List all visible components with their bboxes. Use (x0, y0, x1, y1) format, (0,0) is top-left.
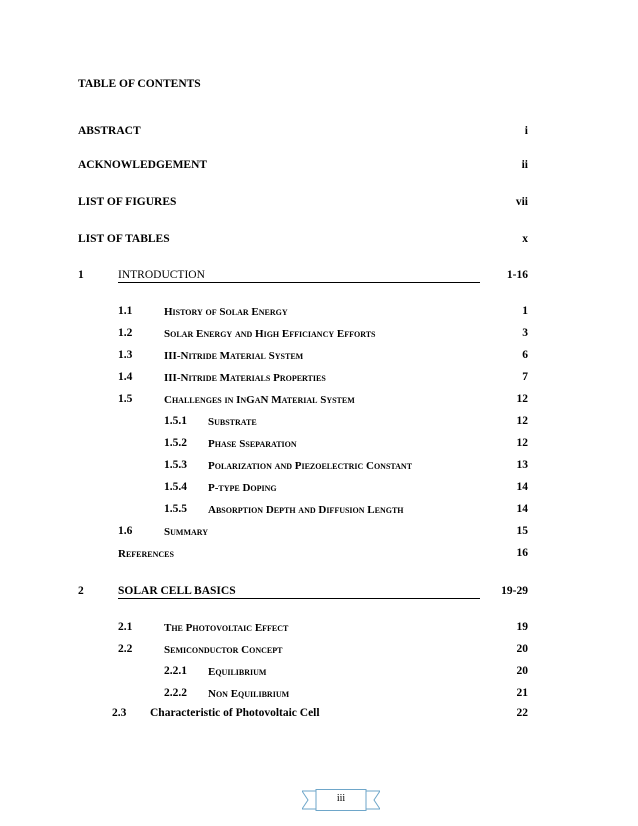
toc-page-abstract: i (524, 125, 528, 137)
section-page: 22 (516, 707, 528, 719)
chapter-2-pages: 19-29 (501, 585, 528, 597)
section-page: 19 (516, 621, 528, 633)
subsection-number: 1.5.4 (164, 481, 187, 493)
subsection-title: Equilibrium (208, 666, 267, 678)
subsection-number: 1.5.2 (164, 437, 187, 449)
section-number: 2.2 (118, 643, 133, 655)
chapter-2-title: SOLAR CELL BASICS (118, 585, 236, 597)
subsection-page: 12 (516, 437, 528, 449)
section-page: 20 (516, 643, 528, 655)
toc-heading: TABLE OF CONTENTS (78, 78, 201, 90)
section-number: 1.2 (118, 327, 133, 339)
section-page: 7 (522, 371, 528, 383)
chapter-1-pages: 1-16 (506, 269, 528, 281)
subsection-title: Absorption Depth and Diffusion Length (208, 504, 404, 516)
subsection-number: 1.5.3 (164, 459, 187, 471)
section-page: 12 (516, 393, 528, 405)
subsection-number: 2.2.2 (164, 687, 187, 699)
toc-entry-abstract: ABSTRACT (78, 125, 141, 137)
section-number: 2.3 (112, 707, 127, 719)
section-number: 1.4 (118, 371, 133, 383)
subsection-page: 20 (516, 665, 528, 677)
subsection-page: 12 (516, 415, 528, 427)
section-title: History of Solar Energy (164, 306, 288, 318)
page-number-label: iii (336, 793, 346, 804)
section-page: 15 (516, 525, 528, 537)
section-number: 1.1 (118, 305, 133, 317)
toc-page-list-of-tables: x (522, 233, 528, 245)
section-title: Solar Energy and High Efficiancy Efforts (164, 328, 376, 340)
chapter-2-number: 2 (78, 585, 84, 597)
toc-page-acknowledgement: ii (521, 159, 528, 171)
section-title: Summary (164, 526, 209, 538)
chapter-1-underline (118, 282, 480, 283)
subsection-page: 21 (516, 687, 528, 699)
references-title: References (118, 548, 174, 560)
chapter-1-title: INTRODUCTION (118, 269, 205, 281)
subsection-page: 14 (516, 481, 528, 493)
section-number: 1.3 (118, 349, 133, 361)
subsection-page: 14 (516, 503, 528, 515)
section-page: 1 (522, 305, 528, 317)
section-title: Challenges in InGaN Material System (164, 394, 355, 406)
subsection-title: P-type Doping (208, 482, 277, 494)
subsection-title: Non Equilibrium (208, 688, 290, 700)
subsection-page: 13 (516, 459, 528, 471)
section-title: III-Nitride Material System (164, 350, 304, 362)
subsection-title: Substrate (208, 416, 257, 428)
chapter-1-number: 1 (78, 269, 84, 281)
subsection-title: Phase Sseparation (208, 438, 297, 450)
section-page: 6 (522, 349, 528, 361)
subsection-number: 1.5.1 (164, 415, 187, 427)
toc-page-list-of-figures: vii (515, 196, 528, 208)
section-title: Characteristic of Photovoltaic Cell (150, 707, 320, 719)
subsection-number: 1.5.5 (164, 503, 187, 515)
section-title: The Photovoltaic Effect (164, 622, 289, 634)
references-page: 16 (516, 547, 528, 559)
section-number: 1.5 (118, 393, 133, 405)
chapter-2-underline (118, 598, 480, 599)
subsection-number: 2.2.1 (164, 665, 187, 677)
section-page: 3 (522, 327, 528, 339)
section-number: 1.6 (118, 525, 133, 537)
subsection-title: Polarization and Piezoelectric Constant (208, 460, 413, 472)
toc-entry-list-of-tables: LIST OF TABLES (78, 233, 170, 245)
section-number: 2.1 (118, 621, 133, 633)
toc-entry-list-of-figures: LIST OF FIGURES (78, 196, 177, 208)
section-title: Semiconductor Concept (164, 644, 283, 656)
section-title: III-Nitride Materials Properties (164, 372, 326, 384)
toc-entry-acknowledgement: ACKNOWLEDGEMENT (78, 159, 208, 171)
